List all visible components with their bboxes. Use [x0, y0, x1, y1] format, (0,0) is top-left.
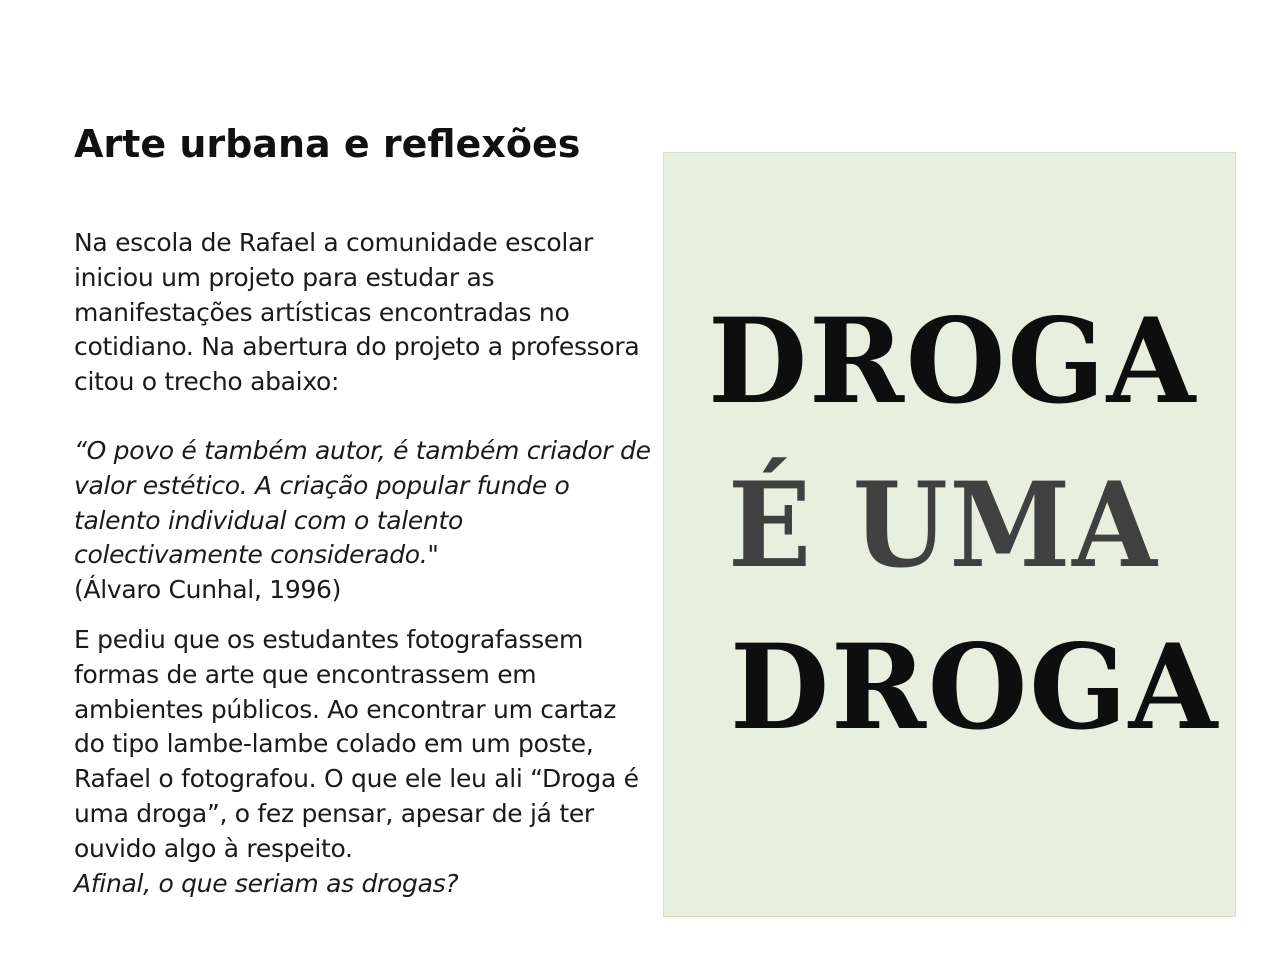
- poster-line-2: É UMA: [728, 456, 1159, 594]
- intro-paragraph: Na escola de Rafael a comunidade escolar iniciou um projeto para estudar as manifestações artísticas encontradas no cotidiano. Na abertura do projeto a professora citou o trecho abaixo:: [74, 228, 640, 397]
- quote-text: “O povo é também autor, é também criador de valor estético. A criação popular funde o talento individual com o talento colectivamente considerado.": [74, 435, 651, 570]
- poster-line-1: DROGA: [708, 292, 1198, 430]
- quote-citation: (Álvaro Cunhal, 1996): [74, 575, 342, 605]
- closing-question: Afinal, o que seriam as drogas?: [74, 868, 459, 898]
- spacer: [74, 400, 654, 434]
- poster-line-3: DROGA: [730, 618, 1220, 756]
- page-title: Arte urbana e reflexões: [74, 122, 581, 166]
- poster-image: [663, 152, 1236, 917]
- body-paragraph: E pediu que os estudantes fotografassem formas de arte que encontrassem em ambientes públicos. Ao encontrar um cartaz do tipo lambe-lambe colado em um poste, Rafael o fotografou. O que ele leu ali “Droga é uma droga”, o fez pensar, apesar de já ter ouvido algo à respeito.: [74, 624, 639, 863]
- text-column: [74, 226, 654, 901]
- spacer: [74, 608, 654, 623]
